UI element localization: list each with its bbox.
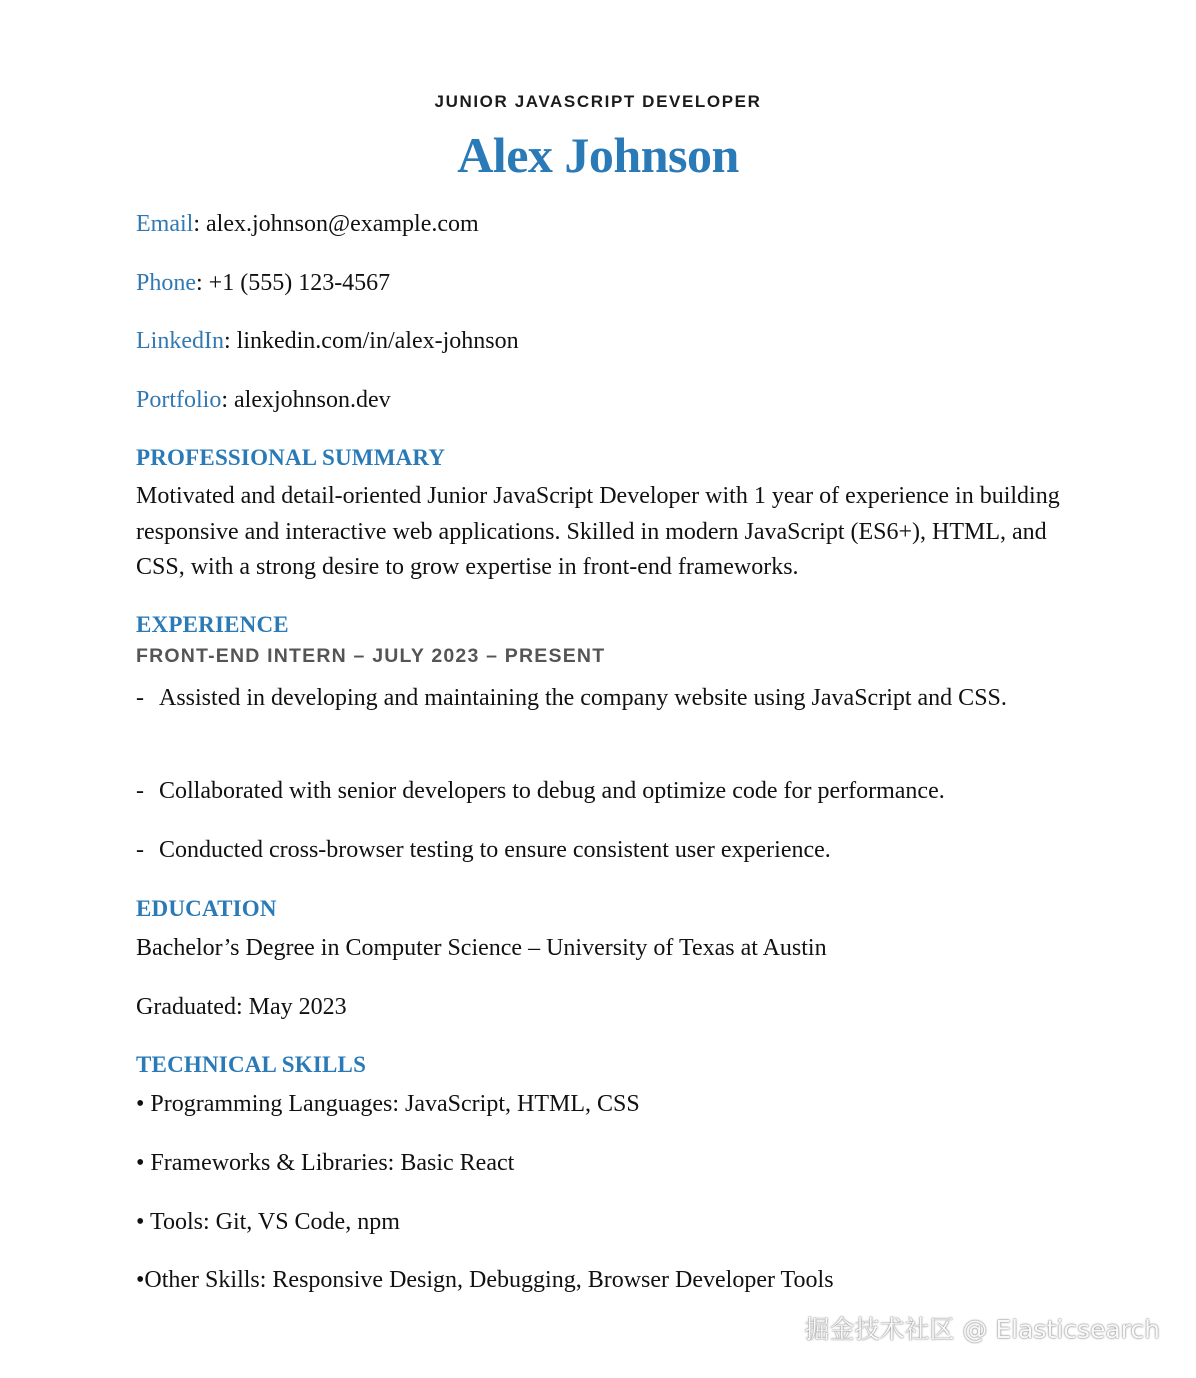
experience-bullet: [136, 774, 1056, 809]
education-degree: Bachelor’s Degree in Computer Science – University of Texas at Austin: [136, 935, 827, 961]
watermark: 掘金技术社区 @ Elasticsearch: [804, 1315, 1160, 1344]
contact-linkedin: [136, 326, 519, 356]
bullet-dash: -: [136, 778, 144, 804]
experience-heading: EXPERIENCE: [136, 612, 289, 637]
experience-bullet: [136, 833, 1056, 868]
contact-portfolio: [136, 385, 391, 415]
contact-phone: [136, 268, 390, 298]
skills-heading: TECHNICAL SKILLS: [136, 1052, 367, 1077]
bullet-text: Conducted cross-browser testing to ensure consistent user experience.: [159, 837, 831, 863]
summary-heading: PROFESSIONAL SUMMARY: [136, 445, 446, 470]
experience-bullet: [136, 681, 1056, 716]
experience-role: FRONT-END INTERN – JULY 2023 – PRESENT: [136, 645, 606, 667]
skill-item: •Other Skills: Responsive Design, Debugging, Browser Developer Tools: [136, 1267, 834, 1293]
skill-item: • Programming Languages: JavaScript, HTML, CSS: [136, 1091, 640, 1117]
contact-email-value: : alex.johnson@example.com: [193, 211, 479, 237]
contact-portfolio-label: Portfolio: [136, 387, 222, 413]
contact-email: [136, 209, 479, 239]
contact-email-label: Email: [136, 211, 194, 237]
contact-phone-label: Phone: [136, 270, 196, 296]
skill-item: • Tools: Git, VS Code, npm: [136, 1209, 400, 1235]
contact-phone-value: : +1 (555) 123-4567: [196, 270, 391, 296]
contact-linkedin-label: LinkedIn: [136, 328, 224, 354]
contact-linkedin-value: : linkedin.com/in/alex-johnson: [223, 328, 519, 354]
job-title: JUNIOR JAVASCRIPT DEVELOPER: [434, 92, 762, 111]
education-heading: EDUCATION: [136, 896, 277, 921]
education-graduated: Graduated: May 2023: [136, 994, 347, 1020]
bullet-text: Assisted in developing and maintaining the company website using JavaScript and CSS.: [159, 685, 1007, 711]
summary-text: Motivated and detail-oriented Junior JavaScript Developer with 1 year of experience in building responsive and interactive web applications. Skilled in modern JavaScript (ES6+), HTML, and CSS, with a strong desire to grow expertise in front-end frameworks.: [136, 483, 1060, 580]
bullet-text: Collaborated with senior developers to debug and optimize code for performance.: [159, 778, 945, 804]
candidate-name: Alex Johnson: [457, 127, 739, 183]
bullet-dash: -: [136, 837, 144, 863]
bullet-dash: -: [136, 685, 144, 711]
skill-item: • Frameworks & Libraries: Basic React: [136, 1150, 515, 1176]
contact-portfolio-value: : alexjohnson.dev: [221, 387, 391, 413]
